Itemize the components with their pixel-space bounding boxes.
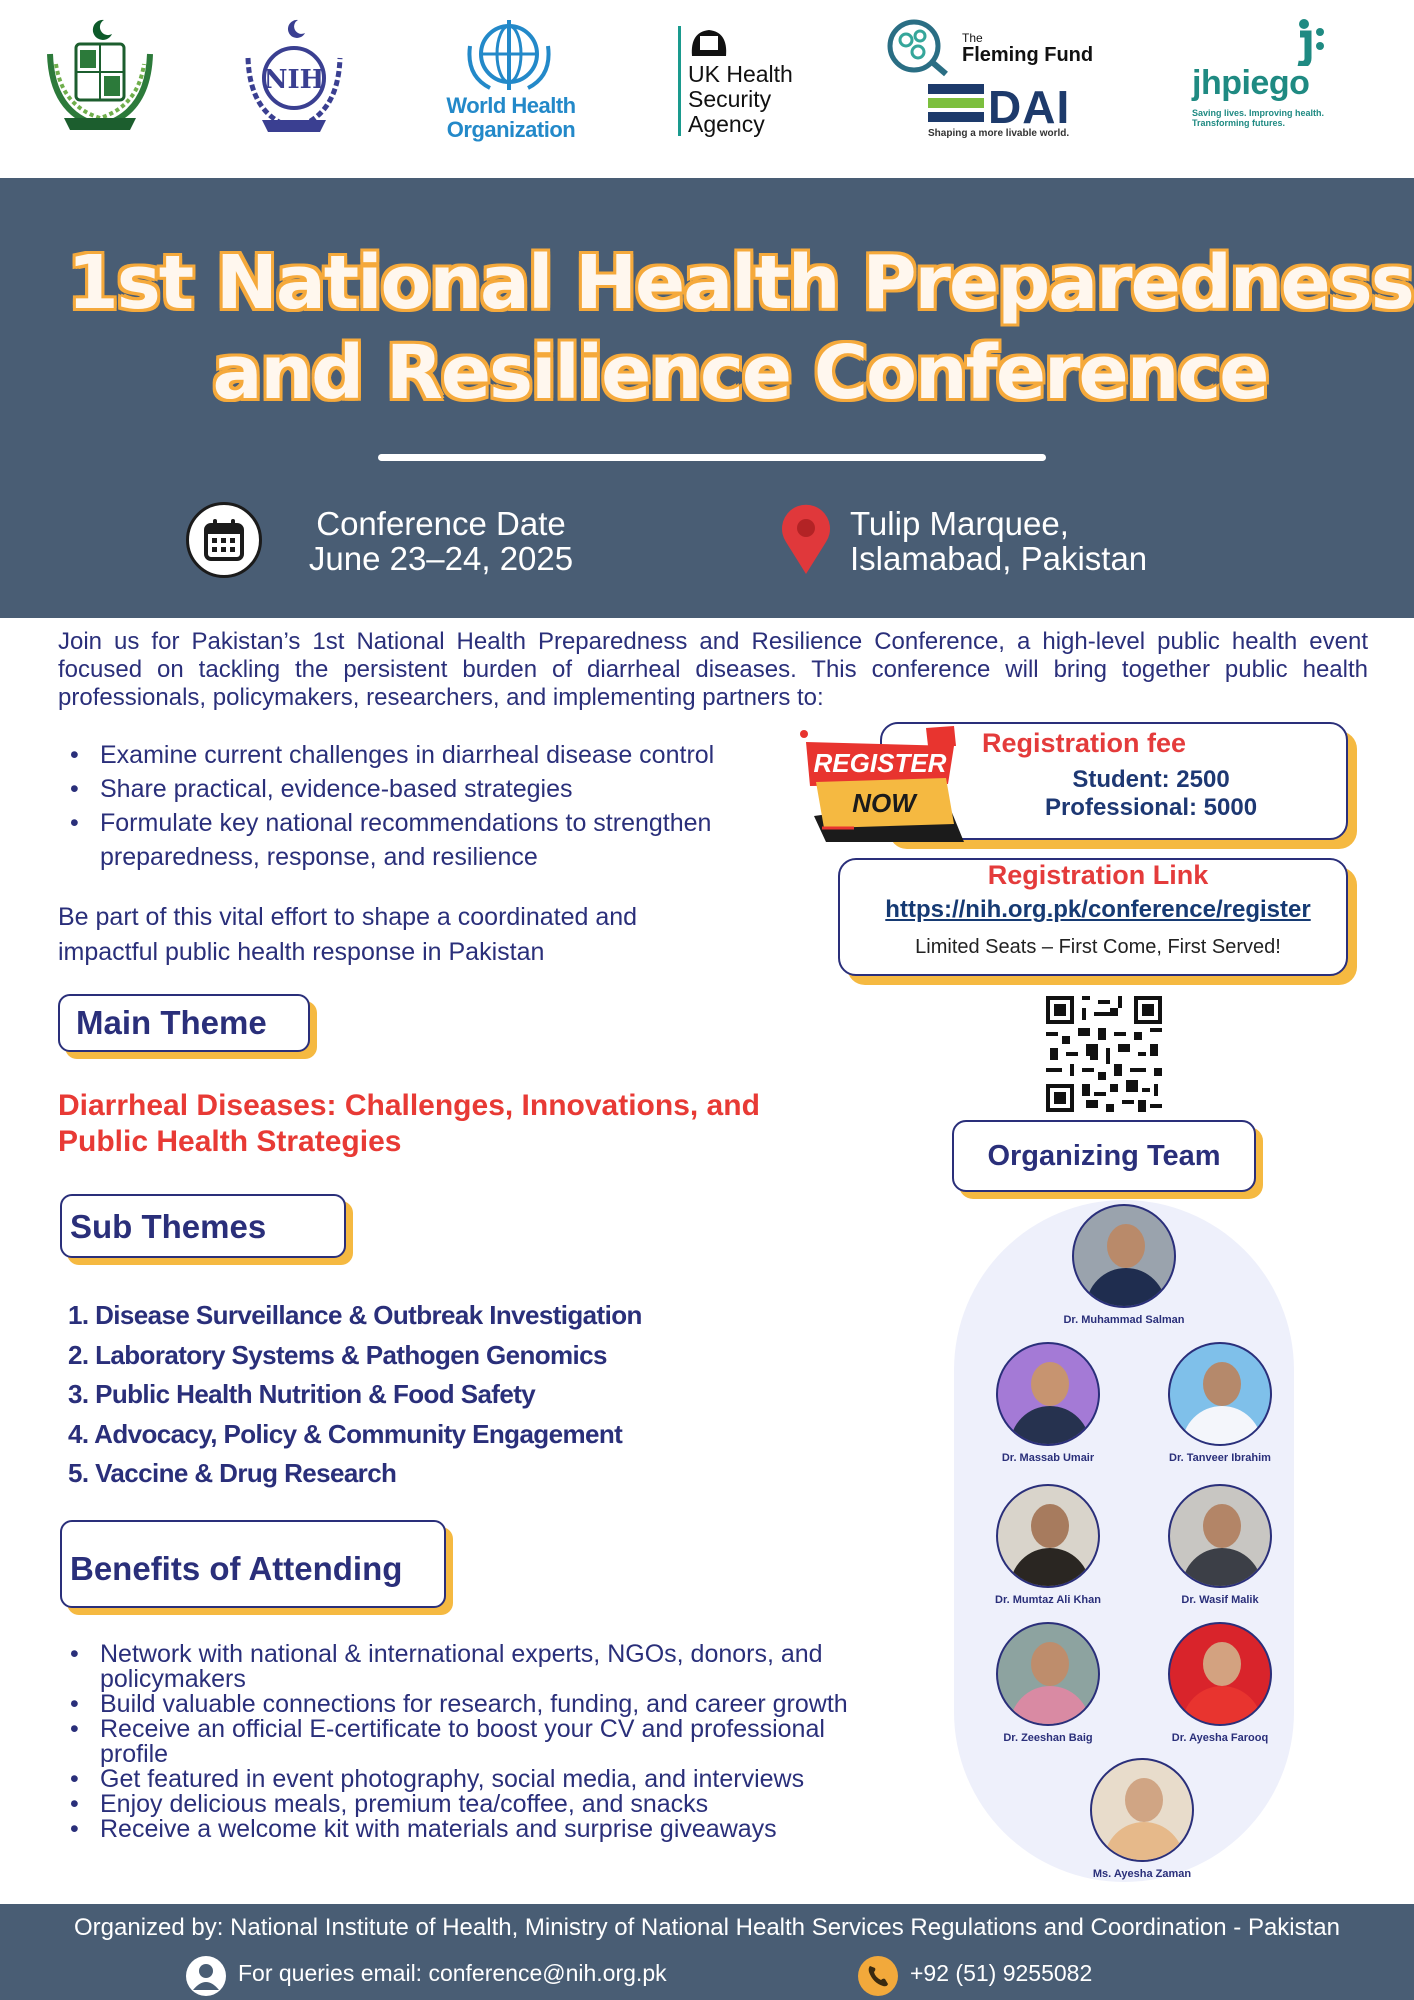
- jhpiego-tagline: Saving lives. Improving health. Transforming futures.: [1192, 108, 1325, 128]
- call-to-action-text: Be part of this vital effort to shape a coordinated and impactful public health response in Pakistan: [58, 903, 638, 966]
- team-member: Ms. Ayesha Zaman: [1062, 1758, 1222, 1880]
- main-theme-heading: Main Theme: [58, 994, 310, 1052]
- registration-link-title: Registration Link: [987, 860, 1209, 890]
- registration-qr-code[interactable]: [1046, 996, 1162, 1112]
- partner-logos: [0, 0, 1414, 178]
- benefits-list: [70, 1642, 890, 1842]
- footer: [0, 1904, 1414, 2000]
- svg-text:NIH: NIH: [263, 65, 325, 95]
- registration-url-link[interactable]: https://nih.org.pk/conference/register: [885, 896, 1311, 923]
- team-member: Dr. Massab Umair: [968, 1342, 1128, 1464]
- dai-logo-text: DAI: [988, 81, 1071, 133]
- ukhsa-logo-text: UK Health Security Agency: [688, 61, 793, 137]
- jhpiego-mark-icon: [1294, 18, 1328, 66]
- intro-paragraph: Join us for Pakistan’s 1st National Health Preparedness and Resilience Conference, a high-level public health event focused on tackling the persistent burden of diarrheal diseases. This conference will bring together public health professionals, policymakers, researchers, and implementing partners to:: [58, 628, 1368, 711]
- list-item: • Formulate key national recommendations to strengthen preparedness, response, and resilience: [70, 806, 770, 874]
- calendar-icon: [186, 502, 262, 578]
- main-theme-text: Diarrheal Diseases: Challenges, Innovations, and Public Health Strategies: [58, 1089, 760, 1158]
- ukhsa-divider: [678, 26, 681, 136]
- conference-venue: Tulip Marquee, Islamabad, Pakistan: [850, 505, 1148, 577]
- avatar: [1072, 1204, 1176, 1308]
- list-item: 1. Disease Surveillance & Outbreak Investigation: [68, 1300, 642, 1330]
- list-item: • Receive an official E-certificate to boost your CV and professional profile: [70, 1717, 890, 1767]
- team-member: Dr. Tanveer Ibrahim: [1140, 1342, 1300, 1464]
- organized-by-text: Organized by: National Institute of Health, Ministry of National Health Services Regulations and Coordination - Pakistan: [74, 1914, 1340, 1941]
- list-item: • Get featured in event photography, social media, and interviews: [70, 1767, 890, 1792]
- sub-themes-list: [68, 1296, 642, 1494]
- phone-icon: [858, 1956, 898, 1996]
- register-badge-top: REGISTER: [813, 748, 947, 778]
- fleming-fund-icon: [886, 18, 952, 78]
- team-member: Dr. Ayesha Farooq: [1140, 1622, 1300, 1744]
- team-member: Dr. Wasif Malik: [1140, 1484, 1300, 1606]
- who-globe-logo: [464, 16, 554, 92]
- register-now-badge[interactable]: [796, 724, 966, 844]
- avatar: [1090, 1758, 1194, 1862]
- avatar: [1168, 1342, 1272, 1446]
- avatar: [996, 1342, 1100, 1446]
- list-item: 4. Advocacy, Policy & Community Engagement: [68, 1418, 623, 1449]
- list-item: • Enjoy delicious meals, premium tea/coffee, and snacks: [70, 1792, 890, 1817]
- registration-fee-title: Registration fee: [982, 728, 1187, 758]
- avatar: [1168, 1484, 1272, 1588]
- list-item: • Network with national & international experts, NGOs, donors, and policymakers: [70, 1642, 890, 1692]
- avatar: [996, 1622, 1100, 1726]
- professional-fee: Professional: 5000: [1044, 794, 1258, 821]
- list-item: • Build valuable connections for research, funding, and career growth: [70, 1692, 890, 1717]
- fleming-fund-text: The Fleming Fund: [962, 31, 1094, 66]
- list-item: • Share practical, evidence-based strategies: [70, 772, 770, 806]
- sub-themes-heading: Sub Themes: [60, 1194, 346, 1258]
- avatar: [996, 1484, 1100, 1588]
- organizing-team-heading: Organizing Team: [952, 1120, 1256, 1192]
- list-item: • Examine current challenges in diarrheal disease control: [70, 738, 770, 772]
- avatar: [1168, 1622, 1272, 1726]
- seats-note: Limited Seats – First Come, First Served!: [915, 936, 1281, 958]
- list-item: 5. Vaccine & Drug Research: [68, 1458, 397, 1488]
- who-logo-text: World Health Organization: [446, 93, 576, 142]
- list-item: • Receive a welcome kit with materials and surprise giveaways: [70, 1817, 890, 1842]
- jhpiego-logo-text: jhpiego: [1192, 64, 1310, 102]
- conference-date: Conference Date June 23–24, 2025: [308, 505, 574, 577]
- benefits-heading: Benefits of Attending: [60, 1520, 446, 1608]
- conference-title: 1st National Health Preparedness and Resilience Conference: [67, 240, 1413, 416]
- list-item: 3. Public Health Nutrition & Food Safety: [68, 1379, 536, 1409]
- contact-phone[interactable]: +92 (51) 9255082: [910, 1960, 1093, 1986]
- objectives-list: [70, 738, 770, 874]
- dai-tagline: Shaping a more livable world.: [928, 128, 1070, 139]
- team-member: Dr. Mumtaz Ali Khan: [968, 1484, 1128, 1606]
- list-item: 2. Laboratory Systems & Pathogen Genomics: [68, 1339, 607, 1370]
- contact-email[interactable]: For queries email: conference@nih.org.pk: [238, 1960, 667, 1986]
- student-fee: Student: 2500: [1072, 766, 1230, 793]
- team-member: Dr. Zeeshan Baig: [968, 1622, 1128, 1744]
- nih-emblem-logo: [240, 14, 348, 138]
- location-pin-icon: [780, 504, 832, 576]
- user-icon: [186, 1956, 226, 1996]
- pakistan-emblem-logo: [44, 14, 156, 138]
- register-badge-bottom: NOW: [852, 788, 916, 818]
- title-divider: [378, 454, 1046, 461]
- dai-bars-icon: [928, 84, 984, 124]
- uk-crest-icon: [688, 26, 730, 60]
- team-member: Dr. Muhammad Salman: [1044, 1204, 1204, 1326]
